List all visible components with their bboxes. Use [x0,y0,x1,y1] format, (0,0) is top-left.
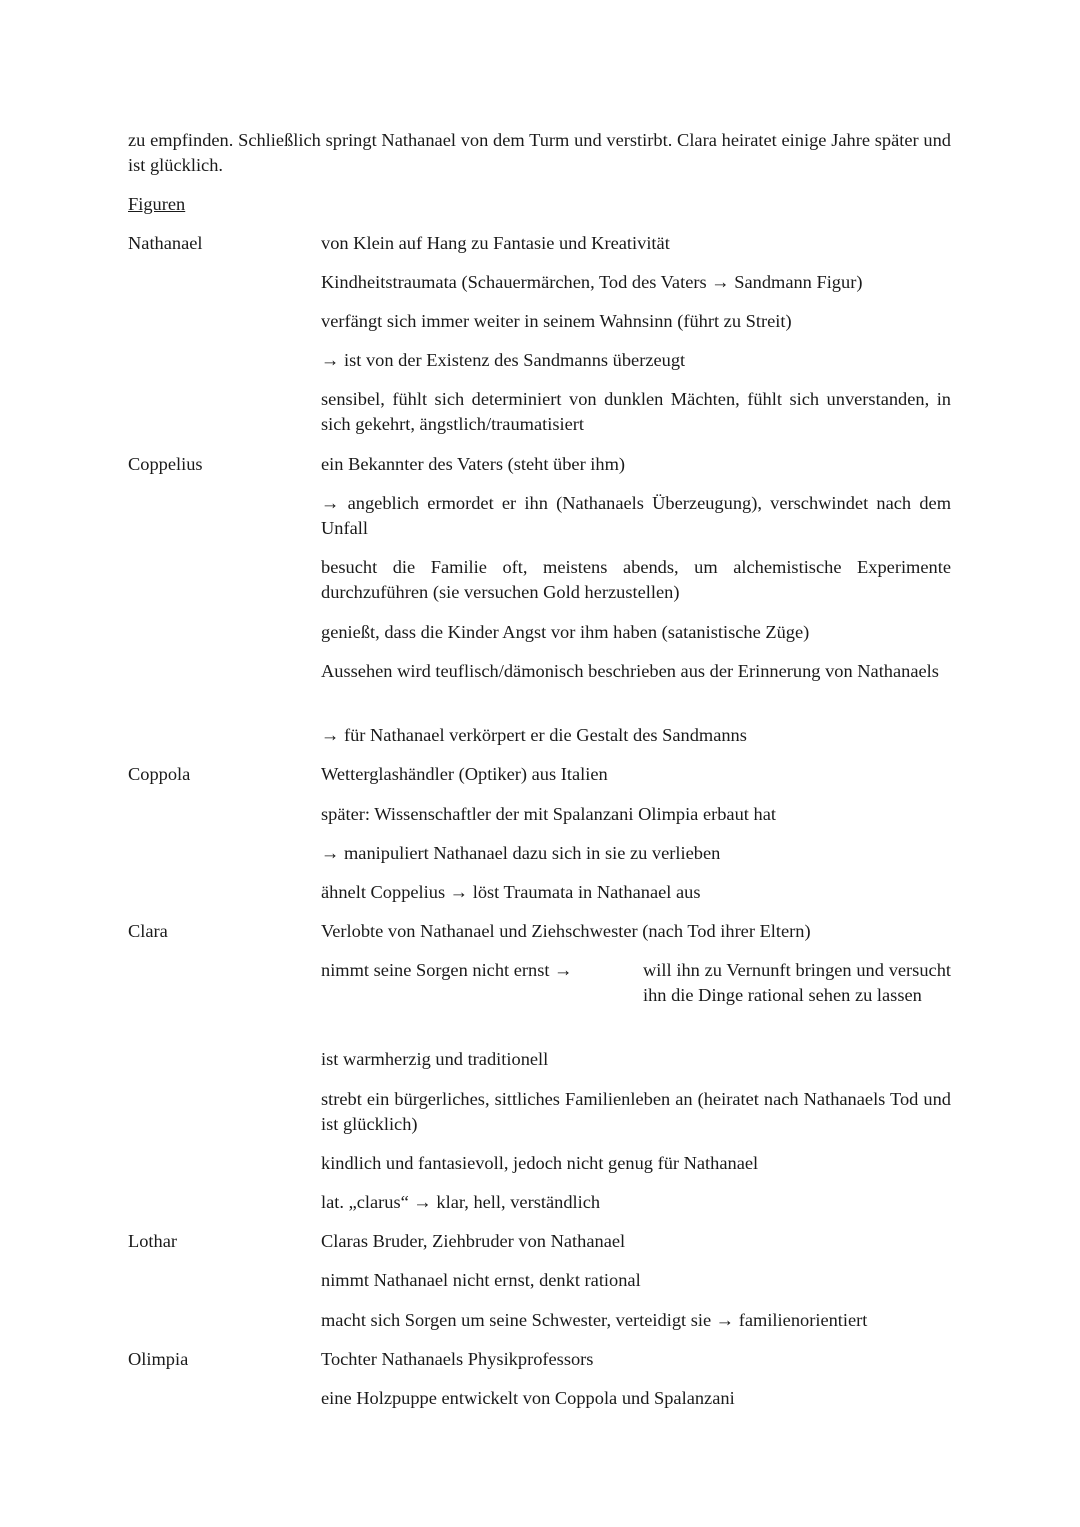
figure-name-coppola: Coppola [128,764,191,784]
figure-name-lothar: Lothar [128,1231,178,1251]
figure-name-coppelius: Coppelius [128,454,203,474]
figure-line: Aussehen wird teuflisch/dämonisch beschrieben aus der Erinnerung von Nathanaels [321,661,939,681]
figure-line: ein Bekannter des Vaters (steht über ihm) [321,454,626,474]
figure-line: Verlobte von Nathanael und Ziehschwester (nach Tod ihrer Eltern) [321,921,811,941]
figure-line: genießt, dass die Kinder Angst vor ihm haben (satanistische Züge) [321,622,810,642]
figure-line: ist warmherzig und traditionell [321,1049,549,1069]
figure-line: Tochter Nathanaels Physikprofessors [321,1349,594,1369]
intro-paragraph: zu empfinden. Schließlich springt Nathanael von dem Turm und verstirbt. Clara heiratet einige Jahre später und ist glücklich. [128,130,951,175]
figure-line: → für Nathanael verkörpert er die Gestalt des Sandmanns [321,725,747,745]
figure-line: nimmt Nathanael nicht ernst, denkt rational [321,1270,641,1290]
figure-line: → ist von der Existenz des Sandmanns überzeugt [321,350,686,370]
figure-line: verfängt sich immer weiter in seinem Wahnsinn (führt zu Streit) [321,311,792,331]
figure-line: besucht die Familie oft, meistens abends, um alchemistische Experimente durchzuführen (sie versuchen Gold herzustellen) [321,557,951,602]
figure-line-left: nimmt seine Sorgen nicht ernst → [321,960,573,980]
figure-line: eine Holzpuppe entwickelt von Coppola und Spalanzani [321,1388,735,1408]
figure-line: → angeblich ermordet er ihn (Nathanaels Überzeugung), verschwindet nach dem Unfall [321,493,951,538]
figure-line: später: Wissenschaftler der mit Spalanzani Olimpia erbaut hat [321,804,776,824]
figure-line: macht sich Sorgen um seine Schwester, verteidigt sie → familienorientiert [321,1310,868,1330]
figure-name-nathanael: Nathanael [128,233,203,253]
figure-line-right: will ihn zu Vernunft bringen und versucht ihn die Dinge rational sehen zu lassen [643,960,951,1005]
document-page [128,128,951,1408]
figure-line: ähnelt Coppelius → löst Traumata in Nathanael aus [321,882,701,902]
figure-line: Kindheitstraumata (Schauermärchen, Tod des Vaters → Sandmann Figur) [321,272,863,292]
figure-line: Wetterglashändler (Optiker) aus Italien [321,764,608,784]
figure-name-olimpia: Olimpia [128,1349,189,1369]
figure-line: → manipuliert Nathanael dazu sich in sie zu verlieben [321,843,721,863]
figure-line: kindlich und fantasievoll, jedoch nicht genug für Nathanael [321,1153,759,1173]
figure-line: sensibel, fühlt sich determiniert von dunklen Mächten, fühlt sich unverstanden, in sich gekehrt, ängstlich/traumatisiert [321,389,951,434]
figure-name-clara: Clara [128,921,168,941]
figure-line: Claras Bruder, Ziehbruder von Nathanael [321,1231,626,1251]
section-heading-figuren: Figuren [128,194,186,214]
figure-line: strebt ein bürgerliches, sittliches Familienleben an (heiratet nach Nathanaels Tod und ist glücklich) [321,1089,951,1134]
figure-line: von Klein auf Hang zu Fantasie und Kreativität [321,233,670,253]
figure-line: lat. „clarus“ → klar, hell, verständlich [321,1192,601,1212]
